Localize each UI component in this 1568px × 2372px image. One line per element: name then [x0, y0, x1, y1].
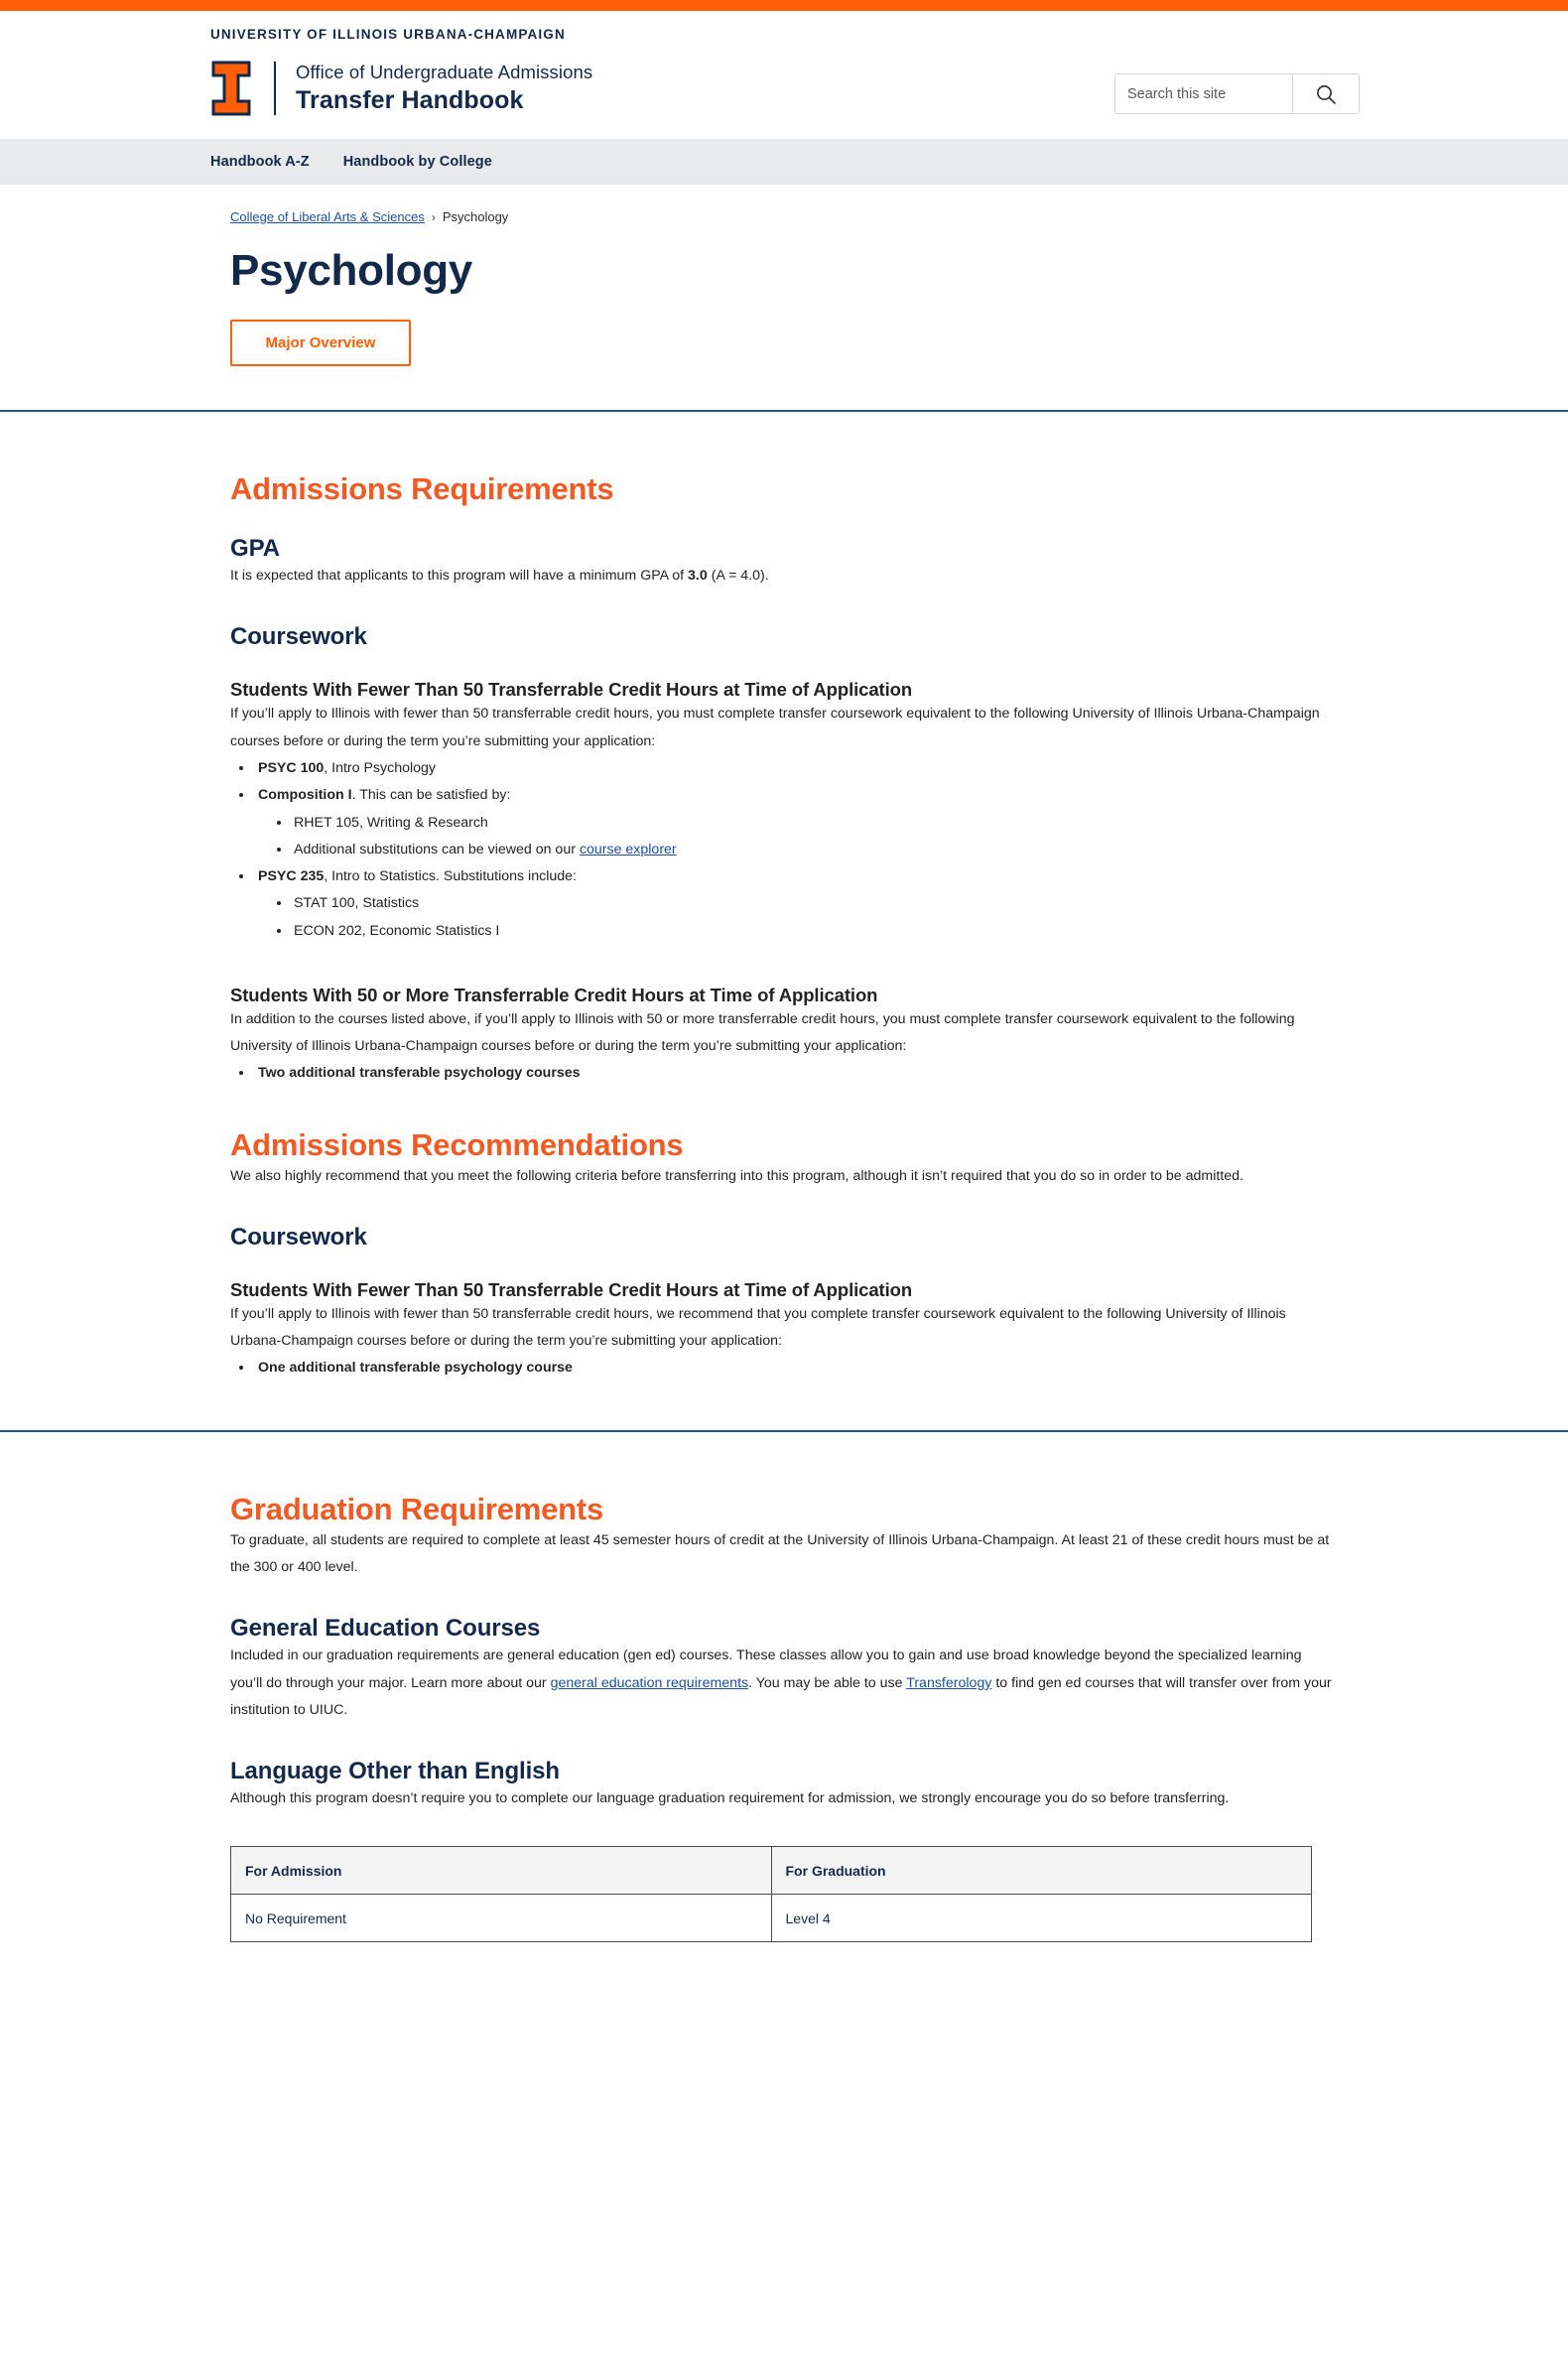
statistics-sub-list: [258, 890, 1336, 945]
site-title: Transfer Handbook: [296, 85, 524, 114]
primary-nav: [0, 139, 1568, 185]
gen-ed-part3: to find gen ed courses that will transfer over from your institution to UIUC.: [230, 1674, 1332, 1718]
page-title: Psychology: [230, 246, 472, 295]
office-name: Office of Undergraduate Admissions: [296, 61, 593, 82]
req-fifty-or-more-list: [230, 1060, 1336, 1087]
course-name: . This can be satisfied by:: [351, 787, 511, 804]
site-brand-link[interactable]: [210, 60, 592, 117]
search-input[interactable]: [1115, 74, 1292, 113]
breadcrumb-current: Psychology: [442, 209, 509, 224]
admissions-recommendations-heading: Admissions Recommendations: [230, 1126, 684, 1162]
req-fewer-than-50-heading: Students With Fewer Than 50 Transferrable Credit Hours at Time of Application: [230, 679, 913, 701]
graduation-requirements-intro: To graduate, all students are required to complete at least 45 semester hours of credit at the University of Illinois Urbana-Champaign. At least 21 of these credit hours must be at the 300 or 400 level.: [230, 1531, 1330, 1575]
composition-sub-list: [258, 810, 1336, 864]
table-row: [231, 1895, 1312, 1942]
rec-fewer-than-50-intro: If you’ll apply to Illinois with fewer than 50 transferrable credit hours, we recommend that you complete transfer coursework equivalent to the following University of Illinois Urbana-Champaign courses before or during the term you’re submitting your application:: [230, 1305, 1286, 1350]
gen-ed-part1: Included in our graduation requirements are general education (gen ed) courses. These classes allow you to gain and use broad knowledge beyond the specialized learning you’ll do through your major. Learn more about our: [230, 1647, 1302, 1691]
page-bottom-spacer: [230, 1942, 1336, 2002]
gen-ed-heading: General Education Courses: [230, 1615, 541, 1643]
language-requirement-table: [230, 1846, 1312, 1942]
top-accent-bar: [0, 0, 1568, 11]
req-fifty-or-more-heading: Students With 50 or More Transferrable Credit Hours at Time of Application: [230, 984, 878, 1005]
search-icon: [1315, 83, 1337, 105]
table-header-for-graduation: For Graduation: [771, 1847, 1312, 1895]
list-item: • ECON 202, Economic Statistics I: [292, 918, 1336, 945]
graduation-requirements-section: [230, 1432, 1336, 2003]
gpa-text: [230, 563, 1336, 590]
course-name: , Intro Psychology: [324, 759, 437, 776]
graduation-requirements-heading: Graduation Requirements: [230, 1491, 604, 1526]
transferology-link[interactable]: Transferology: [906, 1674, 992, 1691]
gpa-text-after: (A = 4.0).: [707, 568, 769, 585]
course-code: PSYC 100: [258, 759, 325, 776]
req-fewer-than-50-list: [230, 755, 1336, 945]
gpa-value: 3.0: [688, 568, 708, 585]
masthead: [0, 46, 1568, 139]
list-item: [254, 863, 1336, 945]
language-heading: Language Other than English: [230, 1758, 560, 1785]
site-search: [1114, 73, 1360, 114]
rec-fewer-than-50-heading: Students With Fewer Than 50 Transferrable Credit Hours at Time of Application: [230, 1278, 913, 1300]
gen-ed-text: [230, 1643, 1336, 1724]
table-cell-admission-value: No Requirement: [231, 1895, 772, 1942]
brand-divider: [274, 62, 276, 115]
req-fewer-than-50-intro: If you’ll apply to Illinois with fewer than 50 transferrable credit hours, you must complete transfer coursework equivalent to the following University of Illinois Urbana-Champaign courses before or during the term you’re submitting your application:: [230, 706, 1320, 749]
rec-fewer-than-50-list: [230, 1355, 1336, 1382]
university-wordmark: UNIVERSITY OF ILLINOIS URBANA-CHAMPAIGN: [210, 27, 566, 42]
table-header-for-admission: For Admission: [231, 1847, 772, 1895]
gpa-text-before: It is expected that applicants to this program will have a minimum GPA of: [230, 568, 689, 585]
list-item: • One additional transferable psychology course: [254, 1355, 1336, 1382]
breadcrumb-parent-link[interactable]: College of Liberal Arts & Sciences: [230, 209, 425, 224]
substitution-text: Additional substitutions can be viewed on our: [294, 841, 580, 857]
list-item: • Two additional transferable psychology courses: [254, 1060, 1336, 1087]
rec-coursework-heading: Coursework: [230, 1223, 367, 1251]
language-intro: Although this program doesn’t require you to complete our language graduation requirement for admission, we strongly encourage you do so before transferring.: [230, 1790, 1230, 1807]
block-i-logo-icon: [210, 60, 252, 117]
search-submit-button[interactable]: [1292, 74, 1359, 113]
breadcrumb: [230, 185, 1568, 224]
major-overview-button[interactable]: Major Overview: [230, 320, 411, 366]
course-name: , Intro to Statistics. Substitutions include:: [324, 868, 577, 885]
nav-item-handbook-a-z[interactable]: Handbook A-Z: [210, 154, 310, 170]
req-coursework-heading: Coursework: [230, 623, 367, 651]
wordmark-row: [0, 11, 1568, 46]
list-item: [254, 755, 1336, 782]
gen-ed-part2: . You may be able to use: [748, 1674, 907, 1691]
admissions-recommendations-intro: We also highly recommend that you meet the following criteria before transferring into this program, although it isn’t required that you do so in order to be admitted.: [230, 1167, 1243, 1184]
admissions-requirements-heading: Admissions Requirements: [230, 471, 614, 507]
table-cell-graduation-value: Level 4: [771, 1895, 1312, 1942]
nav-item-handbook-by-college[interactable]: Handbook by College: [342, 154, 492, 170]
course-code: PSYC 235: [258, 868, 325, 885]
admissions-requirements-section: [230, 412, 1336, 1383]
list-item: • STAT 100, Statistics: [292, 890, 1336, 917]
breadcrumb-separator-icon: ›: [431, 209, 436, 224]
list-item: [254, 782, 1336, 863]
table-header-row: [231, 1847, 1312, 1895]
list-item: • RHET 105, Writing & Research: [292, 810, 1336, 837]
gpa-heading: GPA: [230, 535, 280, 563]
req-fifty-or-more-intro: In addition to the courses listed above, if you’ll apply to Illinois with 50 or more transferrable credit hours, you must complete transfer coursework equivalent to the following University of Illinois Urbana-Champaign courses before or during the term you’re submitting your application:: [230, 1010, 1295, 1055]
course-explorer-link[interactable]: course explorer: [579, 841, 677, 857]
list-item: [292, 837, 1336, 863]
general-education-requirements-link[interactable]: general education requirements: [550, 1674, 749, 1691]
course-code: Composition I: [258, 787, 352, 804]
